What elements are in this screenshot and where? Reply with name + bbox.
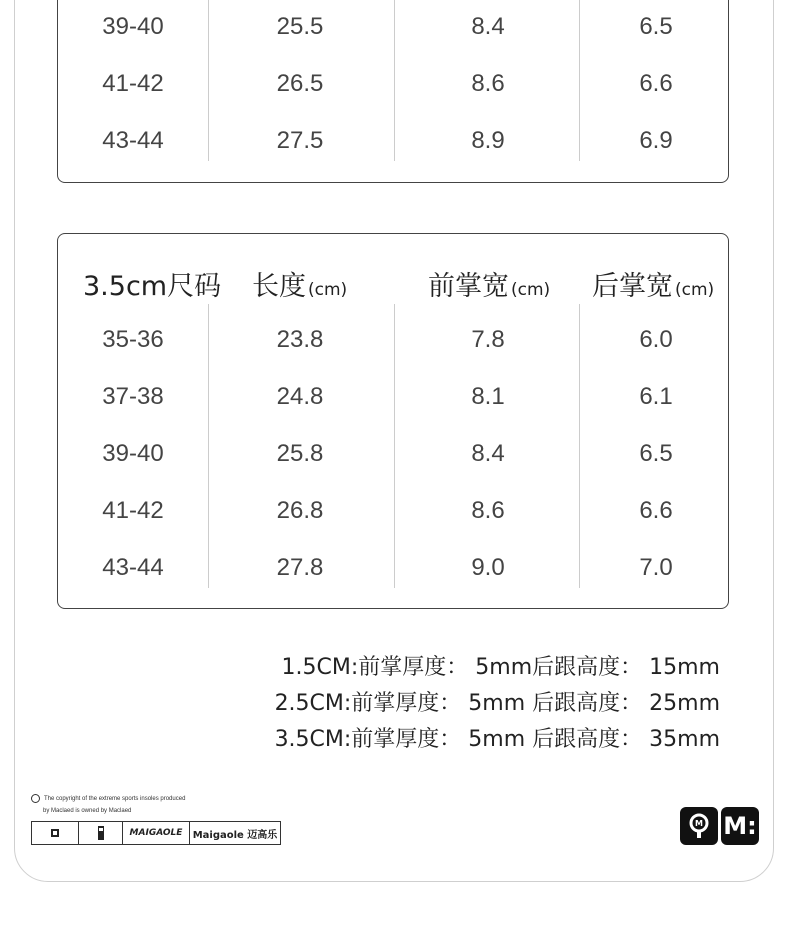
column-divider: [579, 0, 580, 161]
header-heel-width: 后掌宽 (cm): [592, 271, 715, 302]
header-length: 长度 (cm): [252, 271, 348, 302]
size-table-2: [57, 233, 729, 609]
thickness-notes: [275, 650, 720, 758]
table-cell: 7.0: [639, 554, 673, 581]
table-cell: 27.5: [276, 127, 324, 154]
copyright-icon: [31, 794, 40, 803]
table-cell: 39-40: [102, 13, 164, 40]
copyright-notice: The copyright of the extreme sports insoles produced by Maclaed is owned by Maclaed: [31, 793, 185, 817]
m-letter-icon: M:: [721, 807, 759, 845]
header-forefoot-width: 前掌宽 (cm): [428, 271, 551, 302]
brand-logo-group: [680, 807, 759, 845]
table-cell: 6.6: [639, 70, 673, 97]
brand-strip: [31, 821, 281, 845]
table-cell: 43-44: [102, 554, 164, 581]
table-cell: 26.8: [276, 497, 324, 524]
table-cell: 8.6: [471, 497, 505, 524]
table-cell: 41-42: [102, 497, 164, 524]
table-cell: 6.1: [639, 383, 673, 410]
table-cell: 6.0: [639, 326, 673, 353]
table-cell: 8.4: [471, 440, 505, 467]
table-cell: 41-42: [102, 70, 164, 97]
table-cell: 6.5: [639, 13, 673, 40]
figure-icon: [96, 825, 106, 841]
table-cell: 37-38: [102, 383, 164, 410]
table-cell: 35-36: [102, 326, 164, 353]
table-cell: 23.8: [276, 326, 324, 353]
table-cell: 6.6: [639, 497, 673, 524]
column-divider: [394, 0, 395, 161]
column-divider: [394, 304, 395, 588]
table-cell: 25.8: [276, 440, 324, 467]
table-cell: 27.8: [276, 554, 324, 581]
table-cell: 8.6: [471, 70, 505, 97]
table-cell: 7.8: [471, 326, 505, 353]
table-cell: 6.5: [639, 440, 673, 467]
table-cell: 9.0: [471, 554, 505, 581]
table-cell: 24.8: [276, 383, 324, 410]
table-cell: 39-40: [102, 440, 164, 467]
column-divider: [579, 304, 580, 588]
table-cell: 6.9: [639, 127, 673, 154]
column-divider: [208, 304, 209, 588]
table-cell: 8.9: [471, 127, 505, 154]
table-cell: 8.1: [471, 383, 505, 410]
table-cell: 43-44: [102, 127, 164, 154]
note-line: 2.5CM:前掌厚度： 5mm 后跟高度： 25mm: [274, 691, 720, 716]
svg-text:M: M: [695, 819, 703, 828]
header-size: 3.5cm尺码: [83, 271, 222, 302]
size-table-1: [57, 0, 729, 183]
note-line: 3.5CM:前掌厚度： 5mm 后跟高度： 35mm: [274, 727, 720, 752]
brand-mark-icon: [50, 828, 60, 838]
table-cell: 8.4: [471, 13, 505, 40]
bulb-pin-icon: [680, 807, 718, 845]
note-line: 1.5CM:前掌厚度： 5mm后跟高度： 15mm: [281, 655, 720, 680]
column-divider: [208, 0, 209, 161]
brand-maigaole-cn: Maigaole 迈高乐: [192, 829, 278, 841]
table-cell: 26.5: [276, 70, 324, 97]
brand-maigaole: MAIGAOLE: [123, 822, 190, 844]
table-cell: 25.5: [276, 13, 324, 40]
brand-logo-2: [79, 822, 123, 844]
brand-logo-1: [32, 822, 79, 844]
